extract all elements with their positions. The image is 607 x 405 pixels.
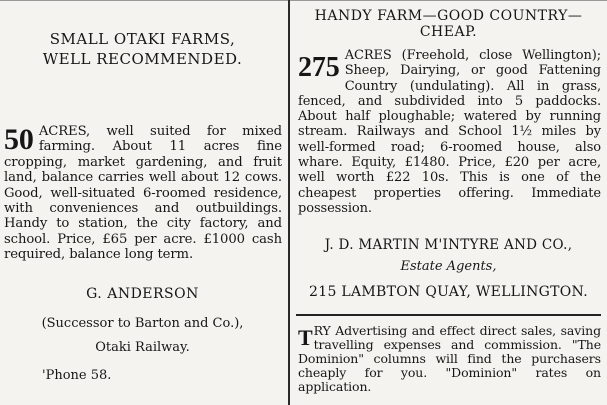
- right-address: 215 LAMBTON QUAY, WELLINGTON.: [309, 284, 588, 300]
- left-phone: 'Phone 58.: [42, 368, 112, 383]
- bottom-ad-body: [298, 324, 601, 394]
- right-body-text: ACRES (Freehold, close Wellington); Sheep, Dairying, or good Fattening Country (undulating). All in grass, fenced, and subdivided into 5 paddocks. About half ploughable; watered by running stream. Railways and School 1½ miles by well-formed road; 6-roomed house, also whare. Equity, £1480. Price, £20 per acre, well worth £22 10s. This is one of the cheapest properties offering. Immediate possession.: [298, 48, 601, 216]
- left-body-text: ACRES, well suited for mixed farming. About 11 acres fine cropping, market gardening, and fruit land, balance carries well about 12 cows. Good, well-situated 6-roomed residence, with conveniences and outbuildings. Handy to station, the city factory, and school. Price, £65 per acre. £1000 cash required, balance long term.: [4, 124, 282, 263]
- left-agent-location: Otaki Railway.: [95, 340, 190, 355]
- right-headline-line2: CHEAP.: [419, 24, 478, 40]
- right-agent-title: Estate Agents,: [400, 259, 497, 274]
- left-agent-name: G. ANDERSON: [86, 286, 199, 302]
- right-ad-body: [298, 48, 601, 216]
- left-headline-line1: SMALL OTAKI FARMS,: [49, 30, 236, 48]
- left-lead-number: 50: [4, 123, 34, 156]
- right-agent-name: J. D. MARTIN M'INTYRE AND CO.,: [324, 237, 573, 253]
- right-lead-number: 275: [298, 52, 340, 83]
- left-ad-body: [4, 124, 282, 263]
- bottom-drop-letter: T: [298, 325, 313, 350]
- right-separator: [296, 314, 601, 316]
- left-headline-line2: WELL RECOMMENDED.: [42, 50, 243, 68]
- column-divider: [288, 0, 290, 405]
- top-rule: [0, 0, 607, 1]
- bottom-body-text: RY Advertising and effect direct sales, saving travelling expenses and commission. "The Dominion" columns will find the purchasers cheaply for you. "Dominion" rates on application.: [298, 323, 601, 394]
- right-headline-line1: HANDY FARM—GOOD COUNTRY—: [314, 8, 583, 24]
- left-agent-note: (Successor to Barton and Co.),: [41, 316, 244, 331]
